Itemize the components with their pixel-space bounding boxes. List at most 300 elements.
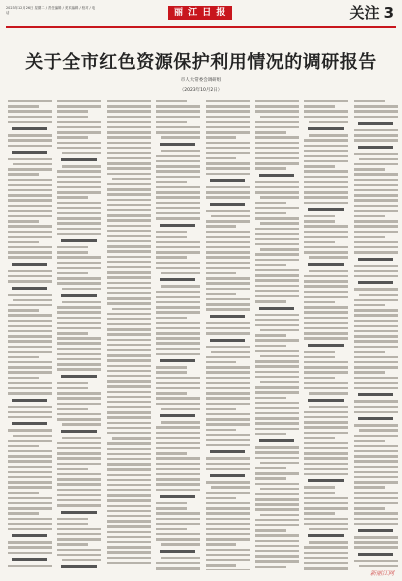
text-line	[62, 165, 101, 167]
text-line	[57, 170, 101, 172]
text-line	[57, 317, 101, 319]
section-subhead	[12, 287, 47, 290]
text-line	[260, 116, 299, 118]
text-line	[304, 155, 348, 157]
text-line	[354, 518, 398, 520]
text-line	[156, 165, 200, 167]
newspaper-logo: 丽 江 日 报	[168, 6, 232, 20]
text-line	[304, 382, 348, 384]
text-line	[206, 231, 250, 233]
text-line	[304, 246, 348, 248]
text-line	[13, 435, 52, 437]
text-line	[8, 392, 52, 394]
text-line	[304, 337, 348, 339]
text-line	[107, 494, 151, 496]
text-line	[107, 105, 151, 107]
text-line	[107, 401, 151, 403]
text-line	[354, 361, 398, 363]
text-column	[156, 100, 200, 570]
text-line	[8, 194, 52, 196]
text-line	[304, 497, 348, 499]
text-line	[107, 541, 151, 543]
text-line	[206, 429, 237, 431]
section-subhead	[259, 439, 294, 442]
text-line	[57, 473, 101, 475]
text-line	[107, 375, 151, 377]
text-line	[156, 387, 200, 389]
text-line	[304, 432, 348, 434]
text-line	[304, 220, 335, 222]
text-line	[255, 152, 299, 154]
section-subhead	[358, 553, 393, 556]
text-line	[255, 105, 299, 107]
text-line	[57, 518, 88, 520]
section-subhead	[308, 127, 343, 130]
text-line	[156, 160, 200, 162]
text-line	[107, 557, 151, 559]
text-line	[260, 222, 299, 224]
text-line	[206, 322, 250, 324]
text-line	[156, 502, 187, 504]
text-line	[156, 256, 187, 258]
text-line	[107, 391, 151, 393]
text-line	[107, 370, 151, 372]
text-line	[206, 377, 250, 379]
text-line	[8, 105, 39, 107]
text-line	[354, 440, 385, 442]
text-line	[354, 231, 398, 233]
text-line	[8, 523, 52, 525]
text-line	[206, 241, 250, 243]
text-line	[255, 259, 299, 261]
text-line	[8, 387, 52, 389]
text-line	[206, 256, 250, 258]
text-line	[107, 551, 151, 553]
text-line	[57, 311, 101, 313]
text-line	[304, 546, 348, 548]
text-line	[57, 196, 88, 198]
text-line	[8, 502, 52, 504]
text-line	[354, 330, 398, 332]
text-line	[156, 442, 200, 444]
text-line	[304, 492, 335, 494]
text-line	[156, 126, 200, 128]
text-line	[8, 486, 52, 488]
text-line	[354, 411, 398, 413]
text-line	[304, 231, 348, 233]
section-subhead	[358, 281, 393, 284]
text-line	[255, 269, 299, 271]
text-line	[260, 248, 299, 250]
text-line	[8, 546, 52, 548]
section-subhead	[12, 399, 47, 402]
text-line	[107, 188, 151, 190]
text-line	[304, 463, 348, 465]
text-line	[156, 447, 200, 449]
text-line	[304, 285, 348, 287]
masthead	[0, 0, 402, 30]
text-line	[255, 233, 299, 235]
text-line	[107, 256, 151, 258]
text-line	[255, 324, 299, 326]
text-line	[255, 264, 286, 266]
text-line	[62, 288, 101, 290]
text-line	[156, 332, 200, 334]
text-line	[156, 382, 200, 384]
text-line	[354, 116, 398, 118]
text-line	[8, 471, 52, 473]
text-line	[156, 116, 200, 118]
text-line	[354, 173, 398, 175]
section-subhead	[308, 344, 343, 347]
section-subhead	[358, 529, 393, 532]
text-line	[304, 139, 348, 141]
text-line	[156, 100, 187, 102]
text-line	[107, 167, 151, 169]
text-line	[156, 533, 200, 535]
text-line	[255, 508, 299, 510]
text-line	[255, 207, 299, 209]
text-line	[107, 427, 151, 429]
text-line	[57, 222, 101, 224]
text-line	[8, 382, 52, 384]
text-line	[206, 497, 237, 499]
text-line	[304, 552, 348, 554]
text-line	[107, 328, 151, 330]
text-line	[57, 452, 101, 454]
text-line	[354, 424, 398, 426]
text-line	[304, 236, 348, 238]
text-line	[107, 235, 151, 237]
text-column	[206, 100, 250, 570]
text-line	[8, 518, 52, 520]
text-line	[354, 205, 398, 207]
text-line	[156, 392, 187, 394]
text-line	[354, 168, 385, 170]
text-line	[107, 525, 151, 527]
article-date: （2023年10月2日）	[179, 88, 223, 93]
text-line	[206, 251, 250, 253]
text-line	[57, 392, 101, 394]
text-line	[107, 531, 151, 533]
section-subhead	[210, 474, 245, 477]
text-line	[8, 371, 52, 373]
text-line	[107, 489, 151, 491]
text-line	[107, 271, 151, 273]
text-line	[255, 402, 299, 404]
text-line	[255, 560, 299, 562]
text-line	[156, 342, 200, 344]
text-line	[156, 512, 200, 514]
text-line	[57, 246, 88, 248]
text-line	[255, 162, 299, 164]
text-line	[354, 265, 398, 267]
text-line	[354, 251, 398, 253]
text-line	[255, 253, 299, 255]
text-line	[206, 308, 250, 310]
text-line	[107, 302, 151, 304]
text-line	[206, 408, 237, 410]
section-subhead	[61, 294, 96, 297]
text-line	[8, 116, 52, 118]
text-line	[255, 274, 299, 276]
text-line	[112, 178, 151, 180]
text-line	[107, 396, 151, 398]
text-line	[354, 225, 398, 227]
text-line	[206, 142, 250, 144]
text-line	[57, 262, 101, 264]
text-line	[304, 356, 335, 358]
page-number: 3	[383, 4, 394, 22]
text-line	[354, 366, 398, 368]
text-line	[304, 181, 348, 183]
section-subhead	[308, 479, 343, 482]
text-line	[354, 325, 398, 327]
text-line	[57, 408, 88, 410]
text-line	[107, 333, 151, 335]
text-line	[304, 170, 348, 172]
text-line	[57, 538, 101, 540]
text-line	[8, 541, 52, 543]
text-line	[57, 126, 101, 128]
text-line	[354, 139, 398, 141]
text-line	[8, 210, 52, 212]
text-line	[107, 318, 151, 320]
text-line	[57, 533, 101, 535]
text-line	[57, 463, 101, 465]
text-line	[206, 507, 250, 509]
text-line	[57, 322, 101, 324]
text-line	[107, 276, 151, 278]
text-line	[107, 416, 151, 418]
text-line	[255, 566, 286, 568]
text-line	[8, 411, 52, 413]
text-line	[8, 251, 52, 253]
text-line	[62, 301, 101, 303]
text-line	[354, 536, 398, 538]
text-line	[107, 505, 151, 507]
text-line	[156, 478, 200, 480]
text-line	[8, 236, 52, 238]
text-line	[156, 231, 187, 233]
text-line	[8, 466, 52, 468]
text-line	[304, 452, 348, 454]
text-line	[57, 233, 101, 235]
text-line	[57, 121, 101, 123]
text-line	[304, 426, 348, 428]
text-line	[8, 340, 52, 342]
text-line	[156, 207, 200, 209]
text-line	[309, 406, 348, 408]
section-subhead	[12, 422, 47, 425]
text-line	[206, 423, 250, 425]
text-line	[156, 452, 187, 454]
text-line	[8, 314, 52, 316]
section-subhead	[308, 399, 343, 402]
section-subhead	[358, 393, 393, 396]
text-line	[354, 481, 398, 483]
text-line	[354, 241, 398, 243]
text-line	[206, 444, 250, 446]
text-line	[156, 371, 187, 373]
text-line	[107, 349, 151, 351]
text-line	[107, 110, 151, 112]
text-line	[57, 397, 101, 399]
text-line	[156, 457, 200, 459]
section-subhead	[61, 158, 96, 161]
text-line	[107, 313, 151, 315]
text-line	[304, 327, 348, 329]
text-line	[206, 277, 250, 279]
text-line	[156, 121, 187, 123]
text-line	[206, 523, 250, 525]
text-line	[206, 569, 250, 570]
text-line	[8, 110, 52, 112]
text-line	[206, 387, 250, 389]
text-line	[354, 382, 398, 384]
text-line	[8, 440, 52, 442]
text-line	[309, 541, 348, 543]
text-line	[304, 557, 348, 559]
text-line	[107, 183, 151, 185]
text-line	[8, 346, 52, 348]
text-line	[112, 437, 151, 439]
text-line	[206, 538, 250, 540]
text-line	[309, 528, 348, 530]
text-line	[255, 126, 299, 128]
section-subhead	[160, 224, 195, 227]
text-line	[206, 147, 250, 149]
text-line	[156, 489, 200, 491]
text-line	[57, 353, 101, 355]
text-line	[255, 131, 286, 133]
text-line	[8, 280, 52, 282]
text-line	[156, 353, 200, 355]
text-line	[255, 285, 299, 287]
text-line	[57, 549, 101, 551]
text-column	[354, 100, 398, 570]
text-column	[304, 100, 348, 570]
section-subhead	[358, 258, 393, 261]
text-line	[107, 230, 151, 232]
text-line	[255, 360, 299, 362]
text-line	[206, 196, 250, 198]
text-line	[107, 136, 151, 138]
text-line	[255, 339, 299, 341]
text-line	[8, 507, 52, 509]
text-line	[8, 512, 39, 514]
text-line	[304, 100, 348, 102]
text-line	[57, 267, 101, 269]
text-line	[156, 311, 200, 313]
text-line	[255, 446, 299, 448]
header-rule	[6, 26, 396, 28]
text-line	[57, 217, 101, 219]
text-line	[107, 442, 151, 444]
text-line	[255, 529, 286, 531]
text-line	[8, 320, 52, 322]
text-line	[255, 397, 286, 399]
text-line	[57, 251, 88, 253]
text-line	[107, 209, 151, 211]
text-line	[8, 100, 52, 102]
text-line	[354, 288, 398, 290]
text-line	[260, 381, 299, 383]
text-line	[255, 386, 299, 388]
text-line	[304, 225, 348, 227]
text-line	[354, 304, 385, 306]
text-line	[354, 476, 398, 478]
text-line	[107, 131, 151, 133]
text-line	[206, 288, 250, 290]
text-line	[309, 256, 348, 258]
text-line	[156, 432, 200, 434]
text-line	[206, 371, 250, 373]
text-line	[8, 215, 52, 217]
text-line	[156, 538, 200, 540]
text-line	[107, 323, 151, 325]
text-line	[57, 494, 101, 496]
text-line	[211, 486, 250, 488]
text-line	[8, 445, 39, 447]
text-line	[255, 279, 299, 281]
text-line	[156, 306, 200, 308]
text-line	[57, 181, 101, 183]
section-subhead	[12, 151, 47, 154]
text-line	[304, 186, 348, 188]
text-line	[354, 351, 385, 353]
text-line	[304, 251, 348, 253]
text-line	[255, 212, 286, 214]
text-line	[206, 100, 250, 102]
text-line	[156, 105, 200, 107]
text-line	[8, 220, 39, 222]
text-line	[304, 562, 348, 564]
text-line	[354, 314, 398, 316]
text-line	[8, 256, 52, 258]
text-line	[206, 356, 250, 358]
text-line	[107, 121, 151, 123]
text-line	[156, 483, 200, 485]
text-line	[156, 186, 200, 188]
text-line	[206, 262, 250, 264]
text-line	[57, 457, 101, 459]
text-line	[304, 366, 348, 368]
text-line	[8, 294, 52, 296]
text-line	[156, 196, 200, 198]
text-line	[206, 157, 237, 159]
text-line	[304, 411, 348, 413]
text-line	[57, 499, 101, 501]
text-line	[354, 400, 398, 402]
text-line	[8, 158, 52, 160]
text-line	[304, 165, 335, 167]
text-line	[304, 275, 348, 277]
text-line	[57, 403, 101, 405]
text-line	[107, 126, 151, 128]
text-line	[206, 272, 237, 274]
text-line	[156, 562, 200, 564]
text-line	[107, 546, 151, 548]
text-line	[8, 377, 39, 379]
text-line	[255, 555, 299, 557]
text-line	[62, 152, 101, 154]
text-line	[354, 492, 398, 494]
text-line	[304, 160, 348, 162]
text-line	[156, 397, 200, 399]
text-line	[255, 167, 286, 169]
text-line	[359, 429, 398, 431]
